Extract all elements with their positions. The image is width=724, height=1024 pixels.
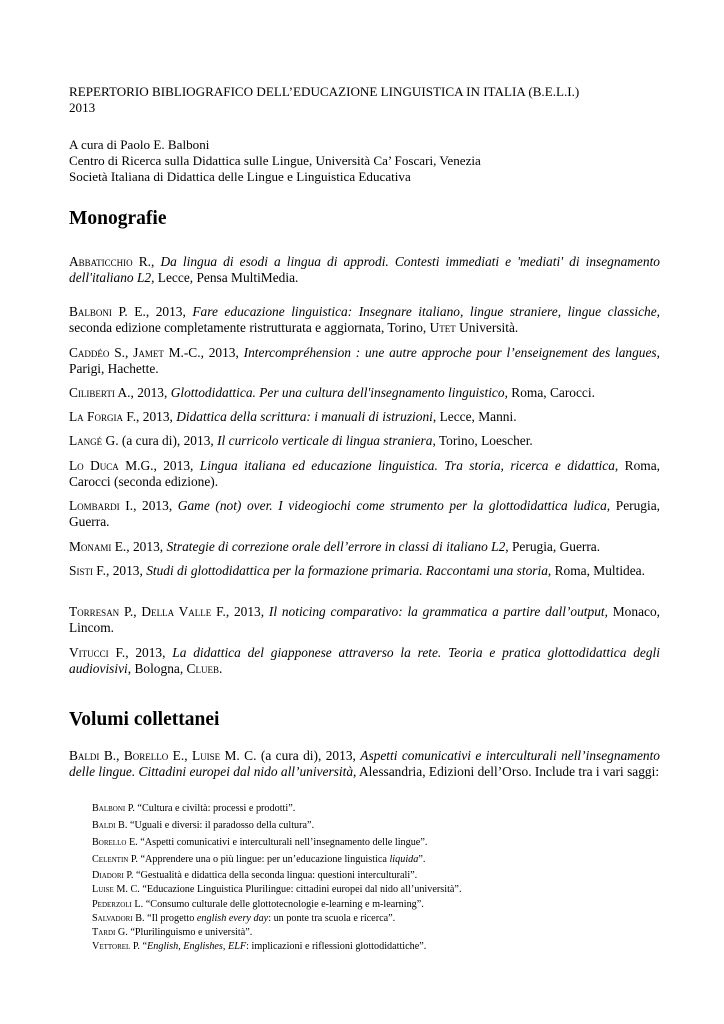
- essay-item: [92, 926, 662, 940]
- heading-volumi-collettanei: Volumi collettanei: [69, 709, 220, 730]
- monografia-entry: [69, 645, 660, 678]
- title-line-1: REPERTORIO BIBLIOGRAFICO DELL’EDUCAZIONE LINGUISTICA IN ITALIA (B.E.L.I.): [69, 84, 580, 99]
- entry-publisher-tail: Università.: [455, 320, 519, 336]
- essay-title-italic: liquida: [389, 854, 419, 865]
- monografia-entry: [69, 345, 660, 378]
- entry-author: La Forgia F.: [69, 409, 137, 424]
- entry-author: Torresan P., Della Valle F.: [69, 604, 226, 619]
- entry-publisher-smallcaps: Clueb: [186, 661, 219, 677]
- entry-author: Abbaticchio R.: [69, 254, 152, 269]
- entry-date: , 2013,: [125, 645, 173, 660]
- monografia-entry: [69, 385, 660, 401]
- entry-publisher: , Torino, Loescher.: [432, 433, 533, 448]
- entry-title: Il curricolo verticale di lingua straniera: [217, 433, 433, 448]
- essay-title-italic: English: [147, 941, 179, 952]
- entry-publisher: , Roma, Carocci (seconda edizione).: [69, 458, 660, 490]
- entry-date: , 2013,: [225, 604, 269, 619]
- entry-date: ,: [151, 254, 161, 269]
- monografia-entry: [69, 433, 660, 449]
- curator-line: A cura di Paolo E. Balboni: [69, 137, 210, 152]
- entry-publisher: , Lecce, Manni.: [432, 409, 517, 424]
- essay-title-italic: english every day: [196, 913, 269, 924]
- entry-title: Aspetti comunicativi e interculturali nell’insegnamento delle lingue. Cittadini europei dal nido all’università: [69, 748, 660, 780]
- credits-block: [69, 137, 669, 186]
- entry-publisher: , Roma, Multidea.: [547, 563, 645, 578]
- essay-item: [92, 869, 662, 883]
- title-line-2: 2013: [69, 100, 96, 116]
- essay-title: “: [139, 941, 148, 952]
- entry-author: Langé G.: [69, 433, 119, 448]
- entry-date: , 2013,: [200, 345, 244, 360]
- entry-date: , 2013,: [106, 563, 147, 578]
- entry-date: (a cura di), 2013,: [118, 433, 218, 448]
- entry-publisher: , Monaco, Lincom.: [69, 604, 661, 636]
- monografia-entry: [69, 498, 660, 531]
- entry-title: La didattica del giapponese attraverso la rete. Teoria e pratica glottodidattica degli audiovisivi: [69, 645, 660, 677]
- entry-author: Sisti F.: [69, 563, 107, 578]
- essay-item: [92, 819, 662, 833]
- essay-item: [92, 898, 662, 912]
- essay-author: Vettorel P.: [92, 941, 140, 952]
- entry-publisher: , Roma, Carocci.: [504, 385, 595, 400]
- essay-item: [92, 836, 662, 850]
- essay-title-tail: ”.: [418, 854, 426, 865]
- essay-title: “Educazione Linguistica Plurilingue: cittadini europei dal nido all’università”.: [139, 884, 462, 895]
- entry-author: Monami E.: [69, 539, 127, 554]
- heading-monografie: Monografie: [69, 208, 167, 229]
- essay-title: “Uguali e diversi: il paradosso della cultura”.: [127, 820, 315, 831]
- essay-title-tail: ,: [178, 941, 184, 952]
- monografia-entry: [69, 539, 660, 555]
- essay-item: [92, 883, 662, 897]
- entry-author: Lo Duca M.G.: [69, 458, 154, 473]
- entry-title: Didattica della scrittura: i manuali di istruzioni: [176, 409, 433, 424]
- monografia-entry: [69, 563, 660, 579]
- essay-title: “Plurilinguismo e università”.: [127, 927, 253, 938]
- essay-item: [92, 853, 662, 867]
- essay-title: “Aspetti comunicativi e interculturali nell’insegnamento delle lingue”.: [137, 837, 428, 848]
- essay-title: “Consumo culturale delle glottotecnologie e-learning e m-learning”.: [143, 899, 424, 910]
- essay-item: [92, 940, 662, 954]
- essay-title-tail: : implicazioni e riflessioni glottodidattiche”.: [246, 941, 427, 952]
- essay-item: [92, 802, 662, 816]
- monografia-entry: [69, 604, 660, 637]
- entry-date: , 2013,: [133, 498, 178, 513]
- institution-line-1: Centro di Ricerca sulla Didattica sulle Lingue, Università Ca’ Foscari, Venezia: [69, 153, 481, 169]
- monografia-entry: [69, 304, 660, 337]
- entry-author: Caddéo S., Jamet M.-C.: [69, 345, 201, 360]
- essay-title: “Gestualità e didattica della seconda lingua: questioni interculturali”.: [133, 870, 418, 881]
- entry-date: , 2013,: [145, 304, 193, 319]
- entry-publisher-tail: .: [218, 661, 223, 677]
- essay-title-tail: : un ponte tra scuola e ricerca”.: [268, 913, 396, 924]
- entry-date: , 2013,: [136, 409, 177, 424]
- essay-author: Diadori P.: [92, 870, 134, 881]
- entry-author: Baldi B., Borello E., Luise M. C.: [69, 748, 257, 763]
- entry-title: Il noticing comparativo: la grammatica a partire dall’output: [268, 604, 605, 619]
- monografia-entry: [69, 458, 660, 491]
- essay-title: “Apprendere una o più lingue: per un’educazione linguistica: [137, 854, 390, 865]
- entry-date: (a cura di), 2013,: [256, 748, 361, 763]
- entry-publisher: , Bologna,: [127, 661, 187, 677]
- essay-title-italic: Englishes: [183, 941, 223, 952]
- entry-publisher: seconda edizione completamente ristrutturata e aggiornata, Torino,: [69, 320, 430, 336]
- entry-author: Lombardi I.: [69, 498, 134, 513]
- entry-publisher: , Lecce, Pensa MultiMedia.: [151, 270, 299, 286]
- essay-author: Balboni P.: [92, 803, 135, 814]
- entry-author: Ciliberti A.: [69, 385, 131, 400]
- essay-author: Tardi G.: [92, 927, 128, 938]
- essay-title: “Il progetto: [144, 913, 197, 924]
- entry-date: , 2013,: [153, 458, 200, 473]
- essay-title: “Cultura e civiltà: processi e prodotti”.: [134, 803, 296, 814]
- essay-author: Celentin P.: [92, 854, 138, 865]
- essay-author: Borello E.: [92, 837, 138, 848]
- entry-title: Lingua italiana ed educazione linguistica. Tra storia, ricerca e didattica: [199, 458, 615, 473]
- entry-title: Strategie di correzione orale dell’errore in classi di italiano L2: [166, 539, 506, 554]
- document-title: [69, 84, 669, 116]
- entry-author: Balboni P. E.: [69, 304, 146, 319]
- entry-title: Fare educazione linguistica: Insegnare italiano, lingue straniere, lingue classiche,: [192, 304, 661, 319]
- essay-author: Pederzoli L.: [92, 899, 144, 910]
- entry-title: Glottodidattica. Per una cultura dell'insegnamento linguistico: [170, 385, 505, 400]
- entry-publisher: Perugia, Guerra.: [69, 498, 660, 530]
- entry-author: Vitucci F.: [69, 645, 126, 660]
- essay-title-tail: ,: [222, 941, 228, 952]
- entry-publisher-smallcaps: Utet: [429, 320, 456, 336]
- entry-title: Da lingua di esodi a lingua di approdi. Contesti immediati e 'mediati' di insegnamento dell'italiano L2: [69, 254, 660, 286]
- essay-author: Luise M. C.: [92, 884, 140, 895]
- entry-title: Studi di glottodidattica per la formazione primaria. Raccontami una storia: [146, 563, 548, 578]
- entry-publisher: , Perugia, Guerra.: [505, 539, 601, 554]
- entry-publisher: , Parigi, Hachette.: [69, 345, 660, 377]
- entry-publisher: , Alessandria, Edizioni dell’Orso. Include tra i vari saggi:: [353, 764, 660, 780]
- monografia-entry: [69, 409, 660, 425]
- essay-title-italic: ELF: [228, 941, 247, 952]
- essay-author: Salvadori B.: [92, 913, 145, 924]
- entry-title: Game (not) over. I videogiochi come strumento per la glottodidattica ludica,: [177, 498, 611, 513]
- entry-title: Intercompréhension : une autre approche pour l’enseignement des langues: [243, 345, 657, 360]
- essay-item: [92, 912, 662, 926]
- entry-date: , 2013,: [126, 539, 167, 554]
- entry-date: , 2013,: [130, 385, 171, 400]
- essay-author: Baldi B.: [92, 820, 128, 831]
- monografia-entry: [69, 254, 660, 287]
- collettaneo-entry: [69, 748, 660, 781]
- institution-line-2: Società Italiana di Didattica delle Lingue e Linguistica Educativa: [69, 169, 411, 185]
